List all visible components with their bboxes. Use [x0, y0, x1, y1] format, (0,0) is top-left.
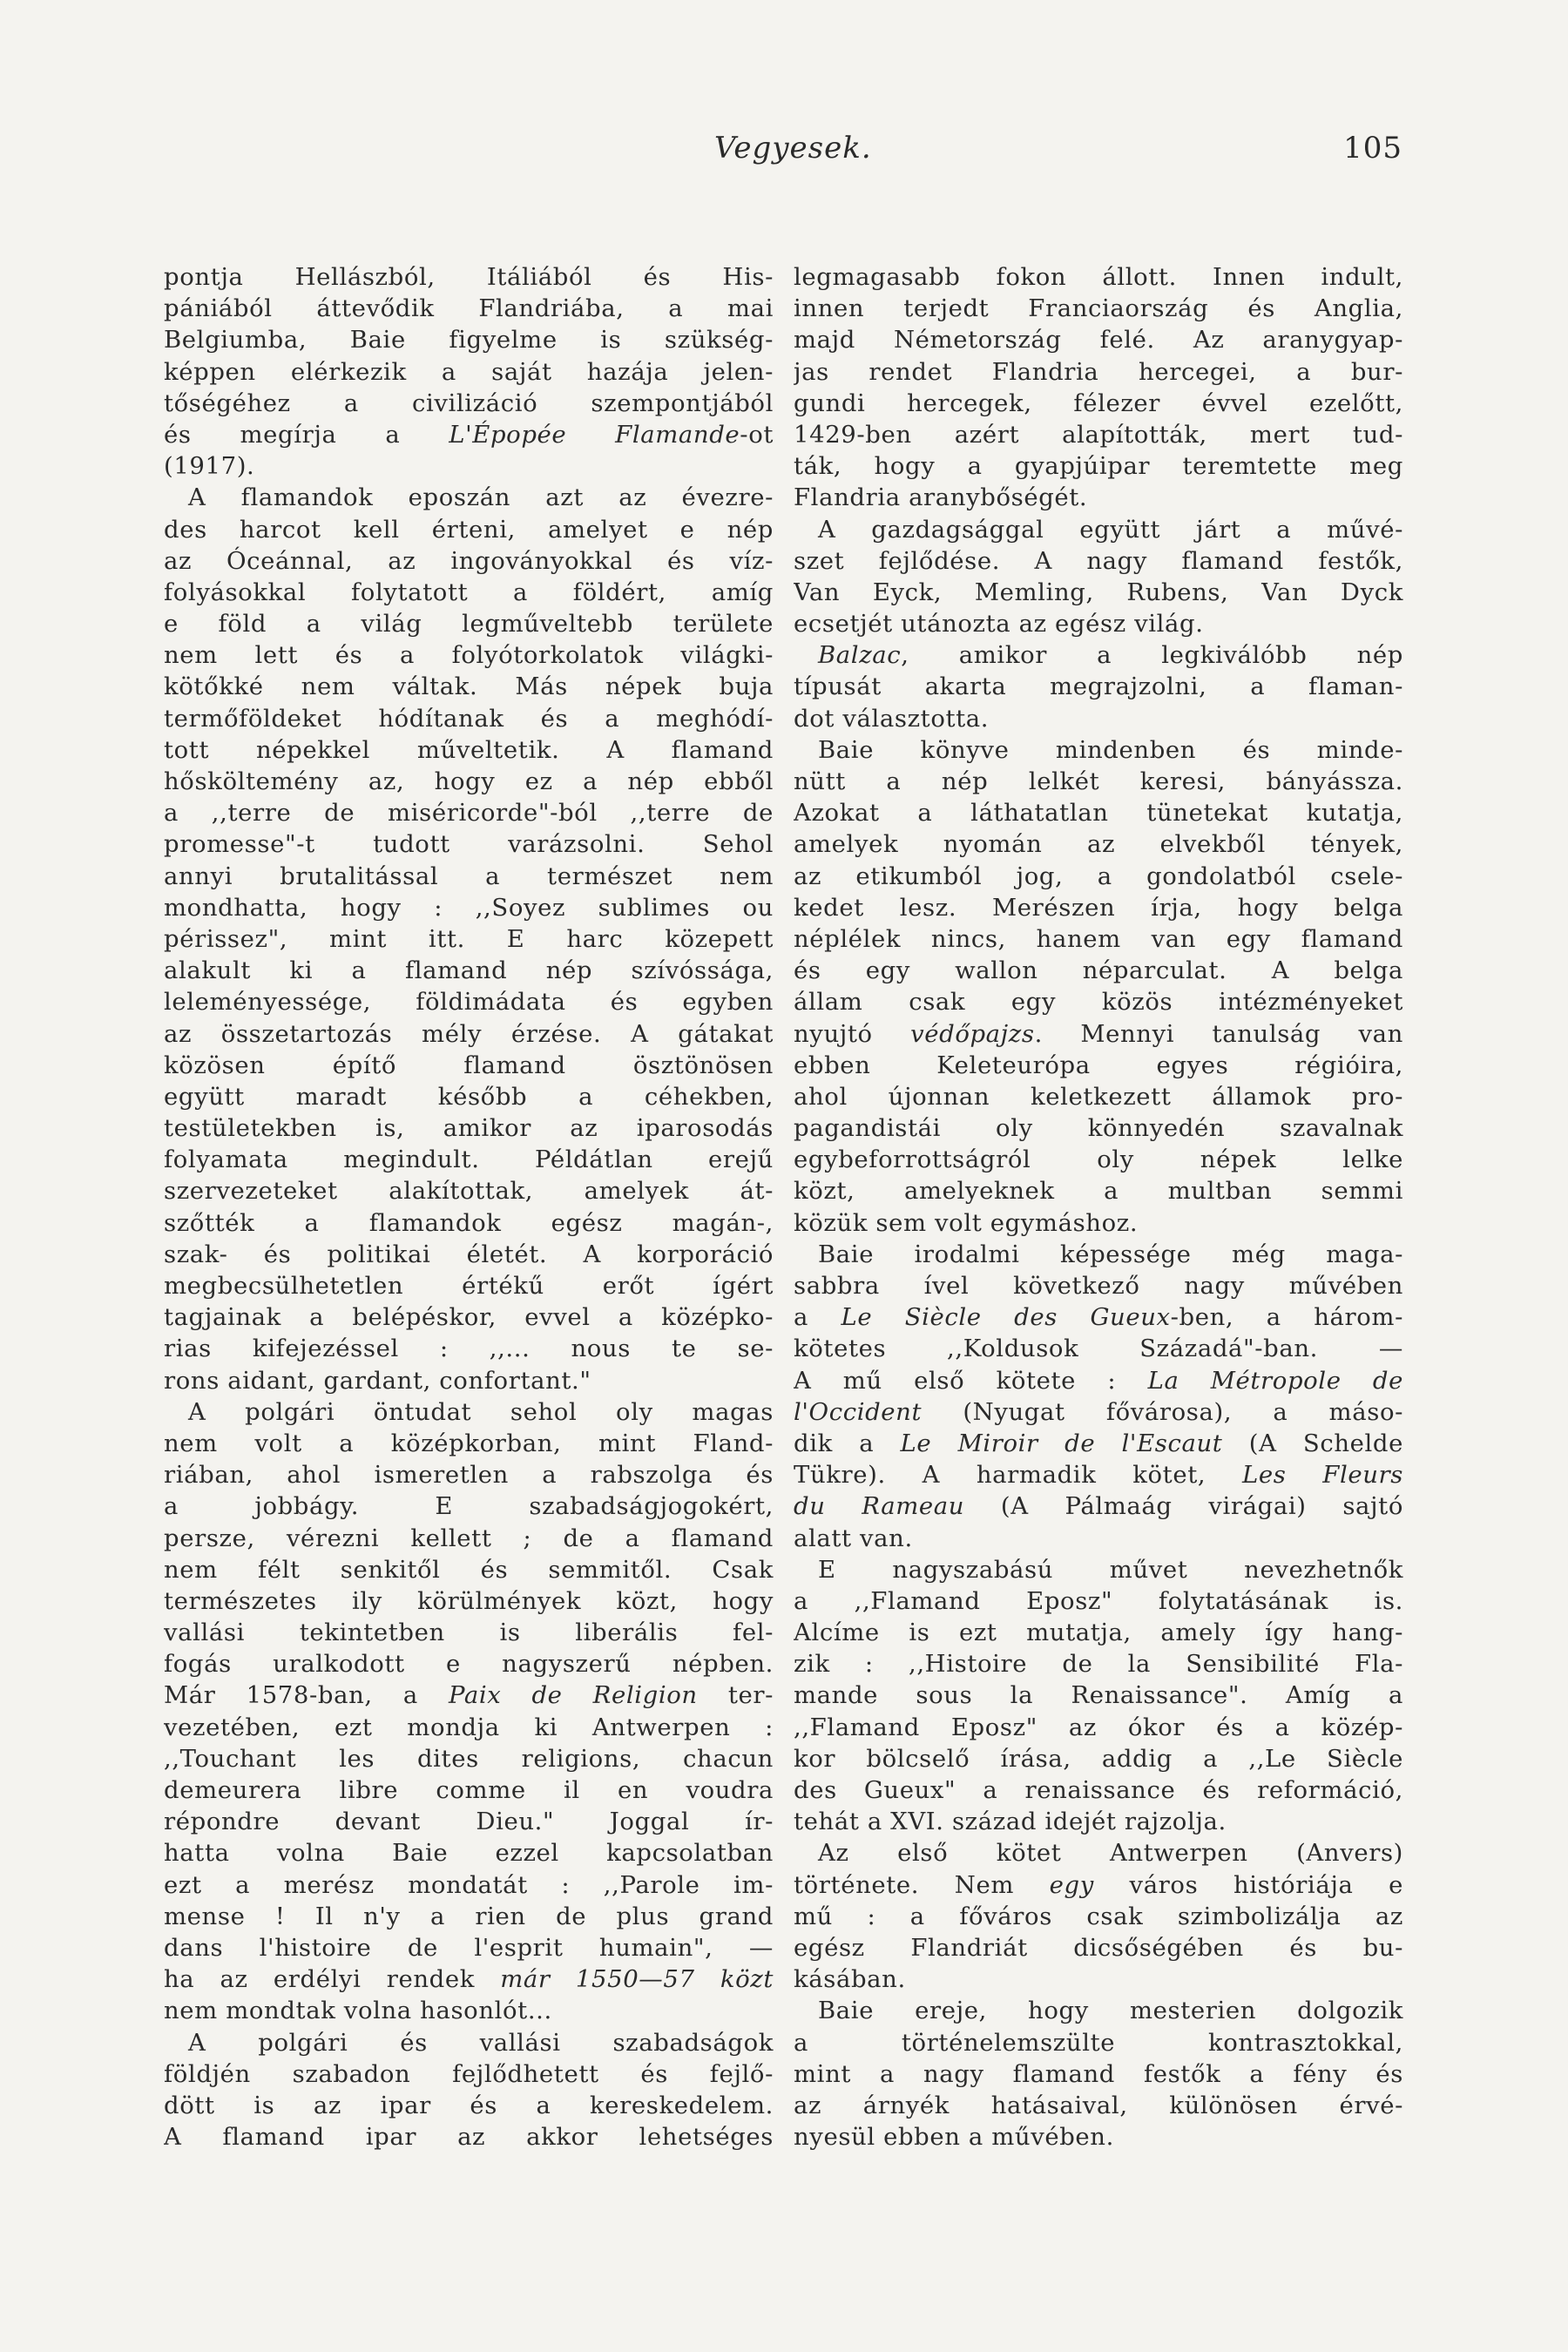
- text-line: hősköltemény az, hogy ez a nép ebből: [164, 767, 774, 795]
- text-line: rons aidant, gardant, confortant.": [164, 1366, 591, 1395]
- text-line: mű : a főváros csak szimbolizálja az: [794, 1902, 1403, 1930]
- text-line: egybeforrottságról oly népek lelke: [794, 1146, 1403, 1174]
- text-line: az Óceánnal, az ingoványokkal és víz-: [164, 546, 774, 575]
- text-line: termőföldeket hódítanak és a meghódí-: [164, 704, 774, 733]
- text-line: [164, 1963, 774, 1995]
- text-line: dött is az ipar és a kereskedelem.: [164, 2091, 774, 2119]
- text-line: mondhatta, hogy : ,,Soyez sublimes ou: [164, 893, 774, 922]
- text-line: nem volt a középkorban, mint Fland-: [164, 1429, 774, 1457]
- text-line: és egy wallon néparculat. A belga: [794, 956, 1403, 985]
- text-line: a jobbágy. E szabadságjogokért,: [164, 1492, 774, 1521]
- text-line: ahol újonnan keletkezett államok pro-: [794, 1082, 1403, 1111]
- text-line: A flamand ipar az akkor lehetséges: [164, 2123, 774, 2152]
- text-line: alatt van.: [794, 1524, 913, 1552]
- text-line: kásában.: [794, 1965, 906, 1994]
- text-line: közt, amelyeknek a multban semmi: [794, 1177, 1403, 1206]
- text-segment: város históriája e: [1093, 1870, 1403, 1899]
- text-segment: (Nyugat fővárosa), a máso-: [922, 1397, 1403, 1426]
- left-text-column: [164, 261, 774, 2153]
- text-line: legmagasabb fokon állott. Innen indult,: [794, 263, 1403, 291]
- text-line: ezt a merész mondatát : ,,Parole im-: [164, 1870, 774, 1899]
- page-number: 105: [1343, 131, 1402, 166]
- text-line: folyásokkal folytatott a földért, amíg: [164, 578, 774, 606]
- text-line: Baie irodalmi képessége még maga-: [818, 1240, 1403, 1268]
- text-line: képpen elérkezik a saját hazája jelen-: [164, 357, 774, 386]
- text-line: ,,Touchant les dites religions, chacun: [164, 1744, 774, 1773]
- text-line: sabbra ível következő nagy művében: [794, 1272, 1403, 1300]
- text-line: [794, 639, 1403, 671]
- text-segment: , amikor a legkiválóbb nép: [901, 641, 1403, 670]
- text-line: a ,,terre de miséricorde"-ból ,,terre de: [164, 799, 774, 828]
- text-line: nütt a nép lelkét keresi, bányássza.: [794, 767, 1403, 795]
- text-line: tagjainak a belépéskor, evvel a középko-: [164, 1303, 774, 1332]
- italic-text-segment: L'Épopée Flamande: [449, 420, 740, 449]
- text-line: A polgári és vallási szabadságok: [188, 2028, 774, 2057]
- text-line: szőtték a flamandok egész magán-,: [164, 1208, 774, 1237]
- text-line: szervezeteket alakítottak, amelyek át-: [164, 1177, 774, 1206]
- text-line: közük sem volt egymáshoz.: [794, 1208, 1139, 1237]
- text-segment: -ben, a három-: [1170, 1303, 1403, 1332]
- text-segment: A mű első kötete :: [794, 1366, 1148, 1395]
- text-line: [794, 1490, 1403, 1522]
- text-line: [164, 1680, 774, 1711]
- text-line: szet fejlődése. A nagy flamand festők,: [794, 546, 1403, 575]
- text-line: [794, 1428, 1403, 1459]
- italic-text-segment: egy: [1049, 1870, 1094, 1899]
- text-line: innen terjedt Franciaország és Anglia,: [794, 294, 1403, 323]
- text-segment: Tükre). A harmadik kötet,: [794, 1461, 1243, 1490]
- text-line: ecsetjét utánozta az egész világ.: [794, 610, 1204, 639]
- text-line: leleményessége, földimádata és egyben: [164, 988, 774, 1017]
- text-line: Belgiumba, Baie figyelme is szükség-: [164, 326, 774, 355]
- text-segment: nyujtó: [794, 1019, 911, 1048]
- text-line: [164, 419, 774, 450]
- text-line: nem lett és a folyótorkolatok világki-: [164, 641, 774, 670]
- text-line: majd Németország felé. Az aranygyap-: [794, 326, 1403, 355]
- italic-text-segment: Les Fleurs: [1242, 1461, 1403, 1490]
- text-line: vezetében, ezt mondja ki Antwerpen :: [164, 1713, 774, 1741]
- text-line: dans l'histoire de l'esprit humain", —: [164, 1933, 774, 1962]
- text-line: fogás uralkodott e nagyszerű népben.: [164, 1650, 774, 1679]
- text-line: testületekben is, amikor az iparosodás: [164, 1114, 774, 1143]
- text-segment: (A Schelde: [1222, 1429, 1403, 1457]
- text-line: périssez", mint itt. E harc közepett: [164, 924, 774, 953]
- text-line: kor bölcselő írása, addig a ,,Le Siècle: [794, 1744, 1403, 1773]
- text-line: az árnyék hatásaival, különösen érvé-: [794, 2091, 1403, 2119]
- running-header: [714, 131, 1402, 174]
- text-line: kötetes ,,Koldusok Századá"-ban. —: [794, 1335, 1403, 1363]
- text-line: [794, 1396, 1403, 1428]
- text-line: ták, hogy a gyapjúipar teremtette meg: [794, 452, 1403, 481]
- text-line: Flandria aranybőségét.: [794, 483, 1088, 512]
- text-line: [794, 1018, 1403, 1050]
- text-line: dot választotta.: [794, 704, 990, 733]
- text-segment: Már 1578-ban, a: [164, 1681, 449, 1710]
- text-line: tőségéhez a civilizáció szempontjából: [164, 389, 774, 417]
- text-line: pagandistái oly könnyedén szavalnak: [794, 1114, 1403, 1143]
- text-segment: és megírja a: [164, 420, 449, 449]
- text-segment: ter-: [697, 1681, 774, 1710]
- text-line: E nagyszabású művet nevezhetnők: [818, 1555, 1403, 1584]
- text-line: Baie könyve mindenben és minde-: [818, 735, 1403, 764]
- italic-text-segment: Le Miroir de l'Escaut: [900, 1429, 1223, 1457]
- text-line: Baie ereje, hogy mesterien dolgozik: [818, 1997, 1403, 2025]
- text-line: [794, 1365, 1403, 1396]
- text-line: kedet lesz. Merészen írja, hogy belga: [794, 893, 1403, 922]
- text-line: néplélek nincs, hanem van egy flamand: [794, 924, 1403, 953]
- text-line: Van Eyck, Memling, Rubens, Van Dyck: [794, 578, 1403, 606]
- text-line: nyesül ebben a művében.: [794, 2123, 1114, 2152]
- text-line: mense ! Il n'y a rien de plus grand: [164, 1902, 774, 1930]
- text-line: des harcot kell érteni, amelyet e nép: [164, 515, 774, 544]
- text-line: természetes ily körülmények közt, hogy: [164, 1586, 774, 1615]
- running-title: Vegyesek.: [714, 131, 872, 166]
- text-line: ebben Keleteurópa egyes régióira,: [794, 1051, 1403, 1079]
- text-line: a történelemszülte kontrasztokkal,: [794, 2028, 1403, 2057]
- text-line: mint a nagy flamand festők a fény és: [794, 2059, 1403, 2088]
- text-line: nem félt senkitől és semmitől. Csak: [164, 1555, 774, 1584]
- text-line: [794, 1459, 1403, 1490]
- text-line: A gazdagsággal együtt járt a művé-: [818, 515, 1403, 544]
- right-text-column: [794, 261, 1403, 2153]
- text-line: pániából áttevődik Flandriába, a mai: [164, 294, 774, 323]
- text-segment: ha az erdélyi rendek: [164, 1965, 501, 1994]
- text-line: annyi brutalitással a természet nem: [164, 862, 774, 890]
- text-line: tehát a XVI. század idejét rajzolja.: [794, 1808, 1227, 1836]
- text-line: mande sous la Renaissance". Amíg a: [794, 1681, 1403, 1710]
- text-line: típusát akarta megrajzolni, a flaman-: [794, 672, 1403, 701]
- text-line: a ,,Flamand Eposz" folytatásának is.: [794, 1586, 1403, 1615]
- text-line: gundi hercegek, félezer évvel ezelőtt,: [794, 389, 1403, 417]
- text-line: pontja Hellászból, Itáliából és His-: [164, 263, 774, 291]
- text-line: A polgári öntudat sehol oly magas: [188, 1397, 774, 1426]
- text-line: folyamata megindult. Példátlan erejű: [164, 1146, 774, 1174]
- text-line: e föld a világ legműveltebb területe: [164, 610, 774, 639]
- italic-text-segment: már 1550—57 közt: [500, 1965, 774, 1994]
- text-line: földjén szabadon fejlődhetett és fejlő-: [164, 2059, 774, 2088]
- italic-text-segment: védőpajzs: [910, 1019, 1035, 1048]
- text-line: Az első kötet Antwerpen (Anvers): [818, 1839, 1403, 1868]
- italic-text-segment: La Métropole de: [1147, 1366, 1403, 1395]
- text-segment: -ot: [740, 420, 774, 449]
- text-line: tott népekkel műveltetik. A flamand: [164, 735, 774, 764]
- text-line: közösen építő flamand ösztönösen: [164, 1051, 774, 1079]
- text-line: demeurera libre comme il en voudra: [164, 1776, 774, 1804]
- italic-text-segment: du Rameau: [794, 1492, 965, 1521]
- text-line: [794, 1869, 1403, 1901]
- italic-text-segment: Le Siècle des Gueux: [841, 1303, 1171, 1332]
- text-line: ,,Flamand Eposz" az ókor és a közép-: [794, 1713, 1403, 1741]
- text-segment: a: [794, 1303, 841, 1332]
- text-line: szak- és politikai életét. A korporáció: [164, 1240, 774, 1268]
- text-line: des Gueux" a renaissance és reformáció,: [794, 1776, 1403, 1804]
- text-segment: (A Pálmaág virágai) sajtó: [964, 1492, 1403, 1521]
- text-line: [794, 1301, 1403, 1333]
- text-line: persze, vérezni kellett ; de a flamand: [164, 1524, 774, 1552]
- text-line: kötőkké nem váltak. Más népek buja: [164, 672, 774, 701]
- italic-text-segment: Balzac: [818, 641, 902, 670]
- text-line: az etikumból jog, a gondolatból csele-: [794, 862, 1403, 890]
- text-line: A flamandok eposzán azt az évezre-: [188, 483, 774, 512]
- text-line: riában, ahol ismeretlen a rabszolga és: [164, 1461, 774, 1490]
- text-line: vallási tekintetben is liberális fel-: [164, 1619, 774, 1647]
- text-line: az összetartozás mély érzése. A gátakat: [164, 1019, 774, 1048]
- text-line: Azokat a láthatatlan tünetekat kutatja,: [794, 799, 1403, 828]
- text-line: megbecsülhetetlen értékű erőt ígért: [164, 1272, 774, 1300]
- text-line: nem mondtak volna hasonlót...: [164, 1997, 552, 2025]
- text-line: amelyek nyomán az elvekből tények,: [794, 830, 1403, 859]
- text-line: (1917).: [164, 452, 255, 481]
- text-line: répondre devant Dieu." Joggal ír-: [164, 1808, 774, 1836]
- text-line: hatta volna Baie ezzel kapcsolatban: [164, 1839, 774, 1868]
- text-line: együtt maradt később a céhekben,: [164, 1082, 774, 1111]
- text-line: állam csak egy közös intézményeket: [794, 988, 1403, 1017]
- italic-text-segment: l'Occident: [794, 1397, 923, 1426]
- text-line: alakult ki a flamand nép szívóssága,: [164, 956, 774, 985]
- text-line: zik : ,,Histoire de la Sensibilité Fla-: [794, 1650, 1403, 1679]
- text-segment: . Mennyi tanulság van: [1034, 1019, 1403, 1048]
- text-segment: dik a: [794, 1429, 901, 1457]
- text-line: egész Flandriát dicsőségében és bu-: [794, 1933, 1403, 1962]
- text-line: Alcíme is ezt mutatja, amely így hang-: [794, 1619, 1403, 1647]
- text-segment: története. Nem: [794, 1870, 1050, 1899]
- text-line: jas rendet Flandria hercegei, a bur-: [794, 357, 1403, 386]
- italic-text-segment: Paix de Religion: [448, 1681, 698, 1710]
- text-line: 1429-ben azért alapították, mert tud-: [794, 420, 1403, 449]
- text-line: promesse"-t tudott varázsolni. Sehol: [164, 830, 774, 859]
- text-line: rias kifejezéssel : ,,... nous te se-: [164, 1335, 774, 1363]
